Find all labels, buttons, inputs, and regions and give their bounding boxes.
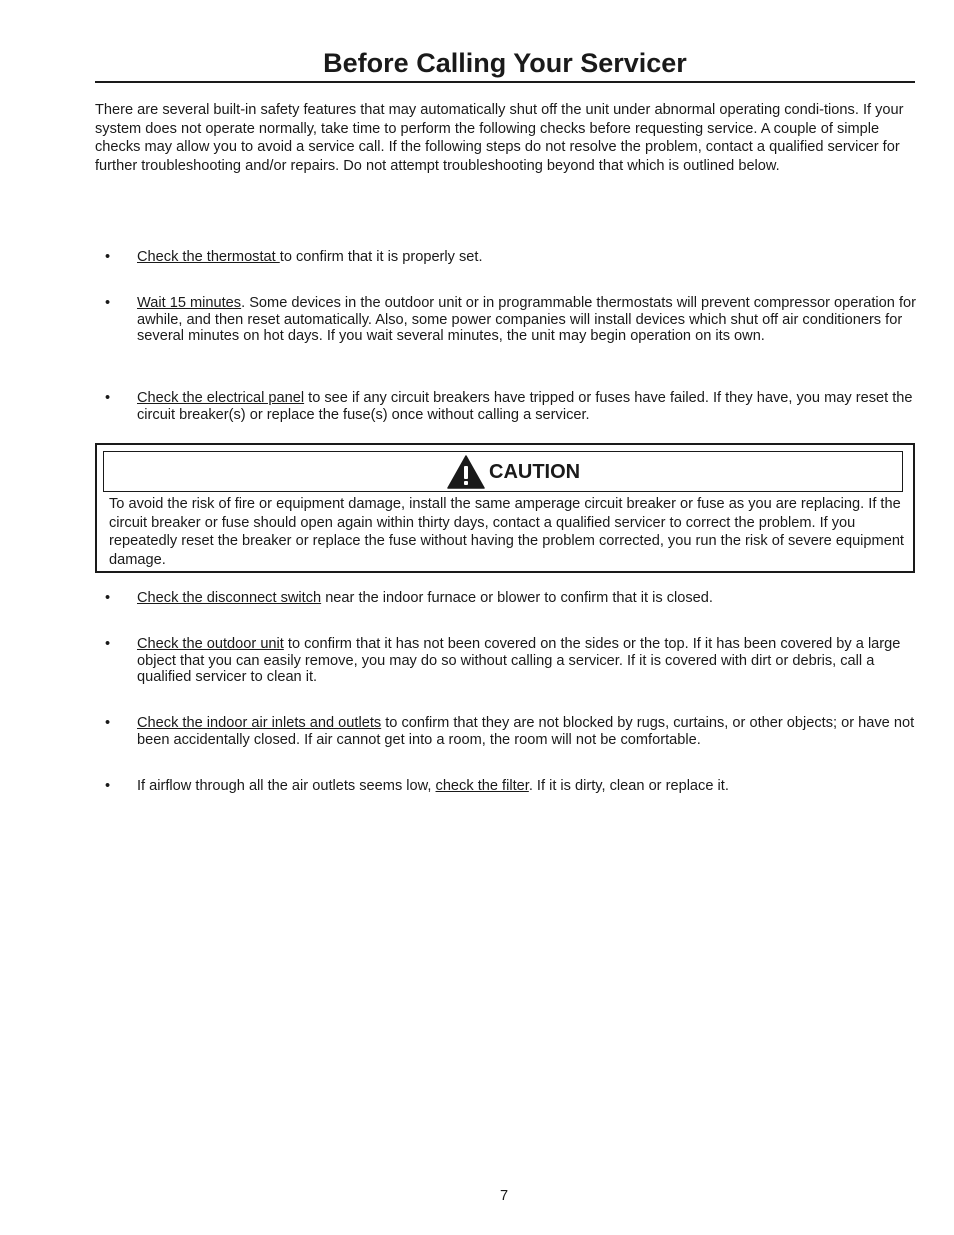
instruction-link: Check the electrical panel: [137, 390, 305, 406]
instruction-detail: to confirm that it has not been covered on the sides or the top. If it has been covered by a large object that you can easily remove, you may do so without calling a servicer. If it is covered with dirt or debris, call a qualified servicer to clean it.: [137, 636, 901, 686]
list-item-air-inlets-outlets: [105, 715, 917, 748]
instruction-link: Check the outdoor unit: [137, 636, 284, 652]
instruction-detail: . Some devices in the outdoor unit or in programmable thermostats will prevent compressor operation for awhile, and then reset automatically. Also, some power companies will install devices which shut off air conditioners for several minutes on hot days. If you wait several minutes, the unit may begin operation on its own.: [137, 295, 916, 345]
list-item-outdoor-unit: [105, 636, 917, 686]
caution-label: CAUTION: [489, 461, 581, 483]
instruction-link: Check the disconnect switch: [137, 590, 322, 606]
list-item-text: [137, 295, 917, 345]
list-item-text: [137, 636, 917, 686]
bullet-glyph: •: [105, 295, 111, 311]
bullet-glyph: •: [105, 249, 111, 265]
instruction-detail: to confirm that it is properly set.: [279, 249, 483, 265]
caution-box: [95, 443, 915, 573]
page-title: Before Calling Your Servicer: [95, 45, 915, 83]
bullet-glyph: •: [105, 636, 111, 652]
page-number: 7: [499, 1188, 509, 1204]
warning-triangle-icon: [447, 455, 485, 489]
list-item-thermostat: [105, 249, 917, 266]
instruction-link: check the filter: [435, 778, 529, 794]
intro-paragraph: There are several built-in safety features that may automatically shut off the unit under abnormal operating condi-tions. If your system does not operate normally, take time to perform the following checks before requesting service. A couple of simple checks may allow you to avoid a service call. If the following steps do not resolve the problem, contact a qualified servicer for further troubleshooting and/or repairs. Do not attempt troubleshooting beyond that which is outlined below.: [95, 102, 904, 174]
instruction-detail: near the indoor furnace or blower to confirm that it is closed.: [321, 590, 713, 606]
instruction-lead: If airflow through all the air outlets seems low,: [137, 778, 436, 794]
list-item-wait: [105, 295, 917, 345]
bullet-glyph: •: [105, 715, 111, 731]
instruction-detail: to confirm that they are not blocked by rugs, curtains, or other objects; or have not been accidentally closed. If air cannot get into a room, the room will not be comfortable.: [137, 715, 915, 748]
list-item-disconnect-switch: [105, 590, 917, 607]
instruction-link: Wait 15 minutes: [137, 295, 242, 311]
caution-header: [103, 451, 903, 492]
bullet-glyph: •: [105, 590, 111, 606]
instruction-detail: . If it is dirty, clean or replace it.: [528, 778, 729, 794]
caution-text: To avoid the risk of fire or equipment damage, install the same amperage circuit breaker or fuse as you are replacing. If the circuit breaker or fuse should open again within thirty days, contact a qualified servicer to correct the problem. If you repeatedly reset the breaker or replace the fuse without having the problem corrected, you run the risk of severe equipment damage.: [109, 496, 904, 568]
bullet-glyph: •: [105, 390, 111, 406]
list-item-text: [137, 249, 917, 266]
list-item-text: [137, 590, 917, 607]
list-item-electrical-panel: [105, 390, 917, 423]
list-item-text: [137, 778, 917, 795]
list-item-text: [137, 390, 917, 423]
list-item-text: [137, 715, 917, 748]
instruction-link: Check the thermostat: [137, 249, 280, 265]
bullet-glyph: •: [105, 778, 111, 794]
list-item-filter: [105, 778, 917, 795]
instruction-detail: to see if any circuit breakers have tripped or fuses have failed. If they have, you may reset the circuit breaker(s) or replace the fuse(s) once without calling a servicer.: [137, 390, 913, 423]
instruction-link: Check the indoor air inlets and outlets: [137, 715, 382, 731]
